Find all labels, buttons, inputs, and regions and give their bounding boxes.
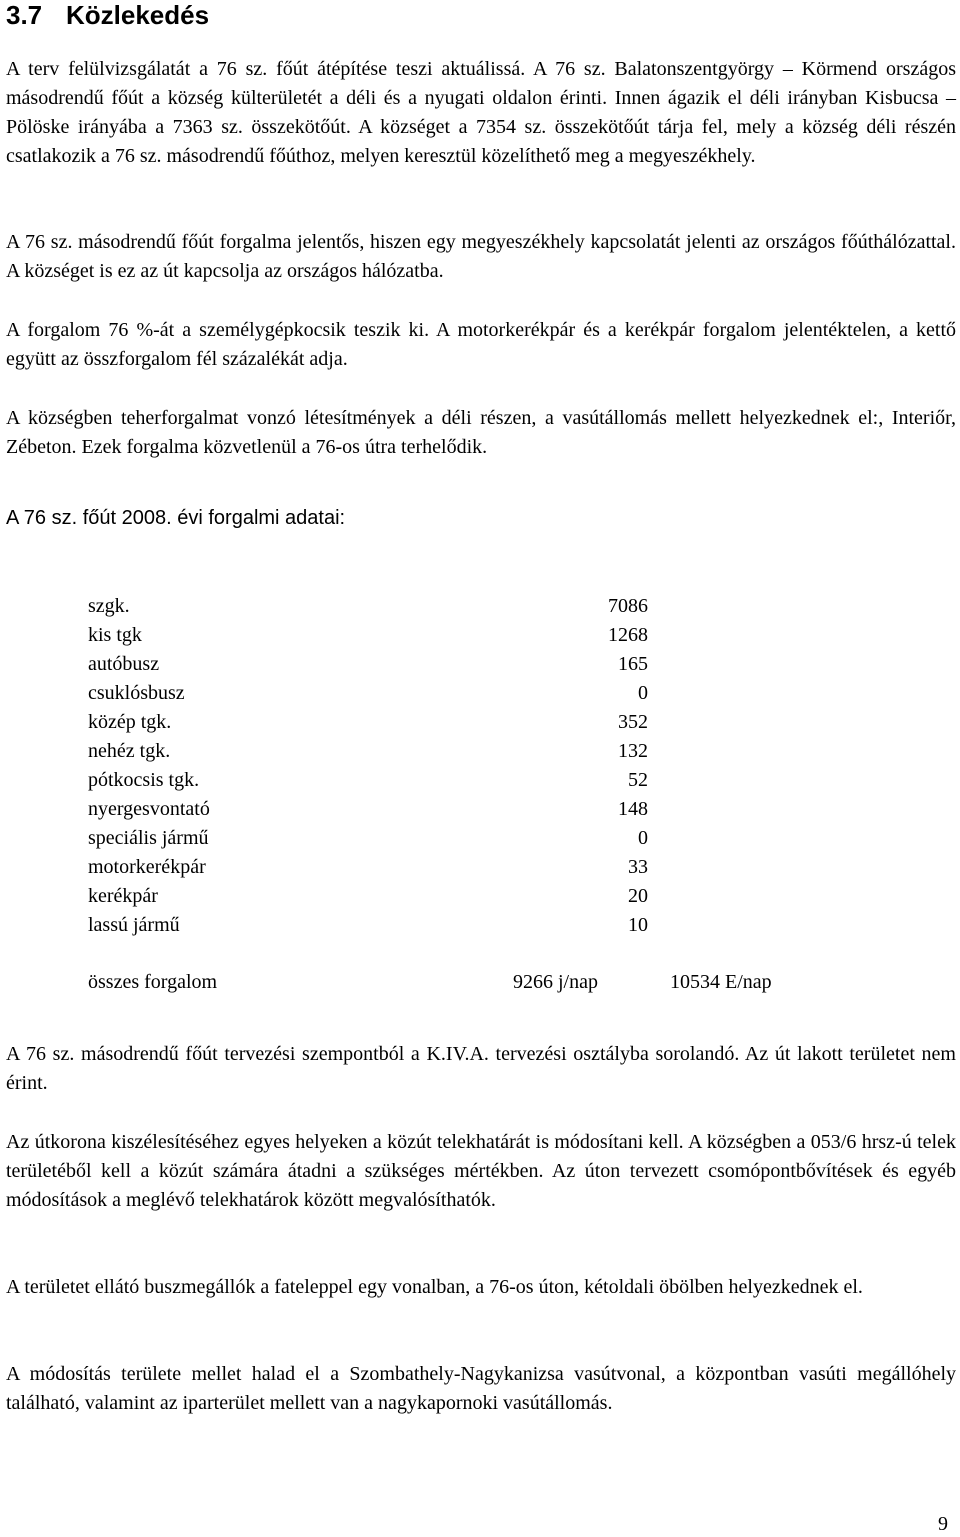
paragraph-freight: A községben teherforgalmat vonzó létesítmények a déli részen, a vasútállomás mellett helyezkednek el:, Interiőr, Zébeton. Ezek forgalma közvetlenül a 76-os útra terhelődik. xyxy=(6,407,956,458)
paragraph-bus-stops: A területet ellátó buszmegállók a fateleppel egy vonalban, a 76-os úton, kétoldali öbölben helyezkednek el. xyxy=(6,1276,863,1298)
paragraph-classification: A 76 sz. másodrendű főút tervezési szempontból a K.IV.A. tervezési osztályba sorolandó. Az út lakott területet nem érint. xyxy=(6,1043,956,1094)
vehicle-count: 148 xyxy=(618,798,648,820)
paragraph-widening: Az útkorona kiszélesítéséhez egyes helyeken a közút telekhatárát is módosítani kell. A községben a 053/6 hrsz-ú telek területéből kell a közút számára átadni a szükséges mértékben. Az úton tervezett csomópontbővítések és egyéb módosítások a meglévő telekhatárok között megvalósíthatók. xyxy=(6,1131,956,1211)
vehicle-label: nehéz tgk. xyxy=(88,740,171,762)
vehicle-count: 0 xyxy=(638,827,648,849)
total-units-per-day: 10534 E/nap xyxy=(670,971,772,993)
table-row xyxy=(88,766,648,795)
vehicle-label: nyergesvontató xyxy=(88,798,210,820)
table-row xyxy=(88,882,648,911)
vehicle-count: 20 xyxy=(628,885,648,907)
vehicle-label: lassú jármű xyxy=(88,914,180,936)
vehicle-count: 1268 xyxy=(608,624,648,646)
paragraph-share: A forgalom 76 %-át a személygépkocsik teszik ki. A motorkerékpár és a kerékpár forgalom jelentéktelen, a kettő együtt az összforgalom fél százalékát adja. xyxy=(6,319,956,370)
vehicle-label: motorkerékpár xyxy=(88,856,206,878)
traffic-table xyxy=(88,592,648,940)
vehicle-count: 352 xyxy=(618,711,648,733)
paragraph-railway: A módosítás területe mellet halad el a Szombathely-Nagykanizsa vasútvonal, a központban vasúti megállóhely található, valamint az iparterület mellett van a nagykapornoki vasútállomás. xyxy=(6,1363,956,1414)
vehicle-count: 132 xyxy=(618,740,648,762)
paragraph-intro: A terv felülvizsgálatát a 76 sz. főút átépítése teszi aktuálissá. A 76 sz. Balatonszentgyörgy – Körmend országos másodrendű főút a község külterületét a déli és a nyugati oldalon érinti. Innen ágazik el déli irányban Kisbucsa – Pölöske irányába a 7363 sz. összekötőút. A községet a 7354 sz. összekötőút tárja fel, mely a község déli részén csatlakozik a 76 sz. másodrendű főúthoz, melyen keresztül közelíthető meg a megyeszékhely. xyxy=(6,58,956,167)
vehicle-count: 10 xyxy=(628,914,648,936)
table-row xyxy=(88,708,648,737)
section-title: Közlekedés xyxy=(66,0,210,30)
section-heading xyxy=(6,0,209,30)
vehicle-count: 0 xyxy=(638,682,648,704)
vehicle-label: speciális jármű xyxy=(88,827,209,849)
vehicle-count: 7086 xyxy=(608,595,648,617)
vehicle-label: kerékpár xyxy=(88,885,158,907)
paragraph-traffic: A 76 sz. másodrendű főút forgalma jelentős, hiszen egy megyeszékhely kapcsolatát jelenti az országos főúthálózattal. A községet is ez az út kapcsolja az országos hálózatba. xyxy=(6,231,956,282)
vehicle-count: 33 xyxy=(628,856,648,878)
vehicle-label: közép tgk. xyxy=(88,711,172,733)
table-row xyxy=(88,621,648,650)
table-row xyxy=(88,737,648,766)
vehicle-label: kis tgk xyxy=(88,624,142,646)
table-row xyxy=(88,592,648,621)
table-row xyxy=(88,824,648,853)
vehicle-count: 52 xyxy=(628,769,648,791)
vehicle-label: pótkocsis tgk. xyxy=(88,769,200,791)
vehicle-count: 165 xyxy=(618,653,648,675)
total-label: összes forgalom xyxy=(88,971,218,993)
section-number: 3.7 xyxy=(6,0,43,30)
total-vehicles-per-day: 9266 j/nap xyxy=(513,971,598,993)
vehicle-label: csuklósbusz xyxy=(88,682,185,704)
table-row xyxy=(88,911,648,940)
table-row xyxy=(88,795,648,824)
table-row xyxy=(88,650,648,679)
table-row xyxy=(88,679,648,708)
traffic-title: A 76 sz. főút 2008. évi forgalmi adatai: xyxy=(6,507,346,529)
vehicle-label: szgk. xyxy=(88,595,130,617)
page-number: 9 xyxy=(938,1513,948,1535)
table-row xyxy=(88,853,648,882)
vehicle-label: autóbusz xyxy=(88,653,160,675)
total-row xyxy=(88,968,848,997)
